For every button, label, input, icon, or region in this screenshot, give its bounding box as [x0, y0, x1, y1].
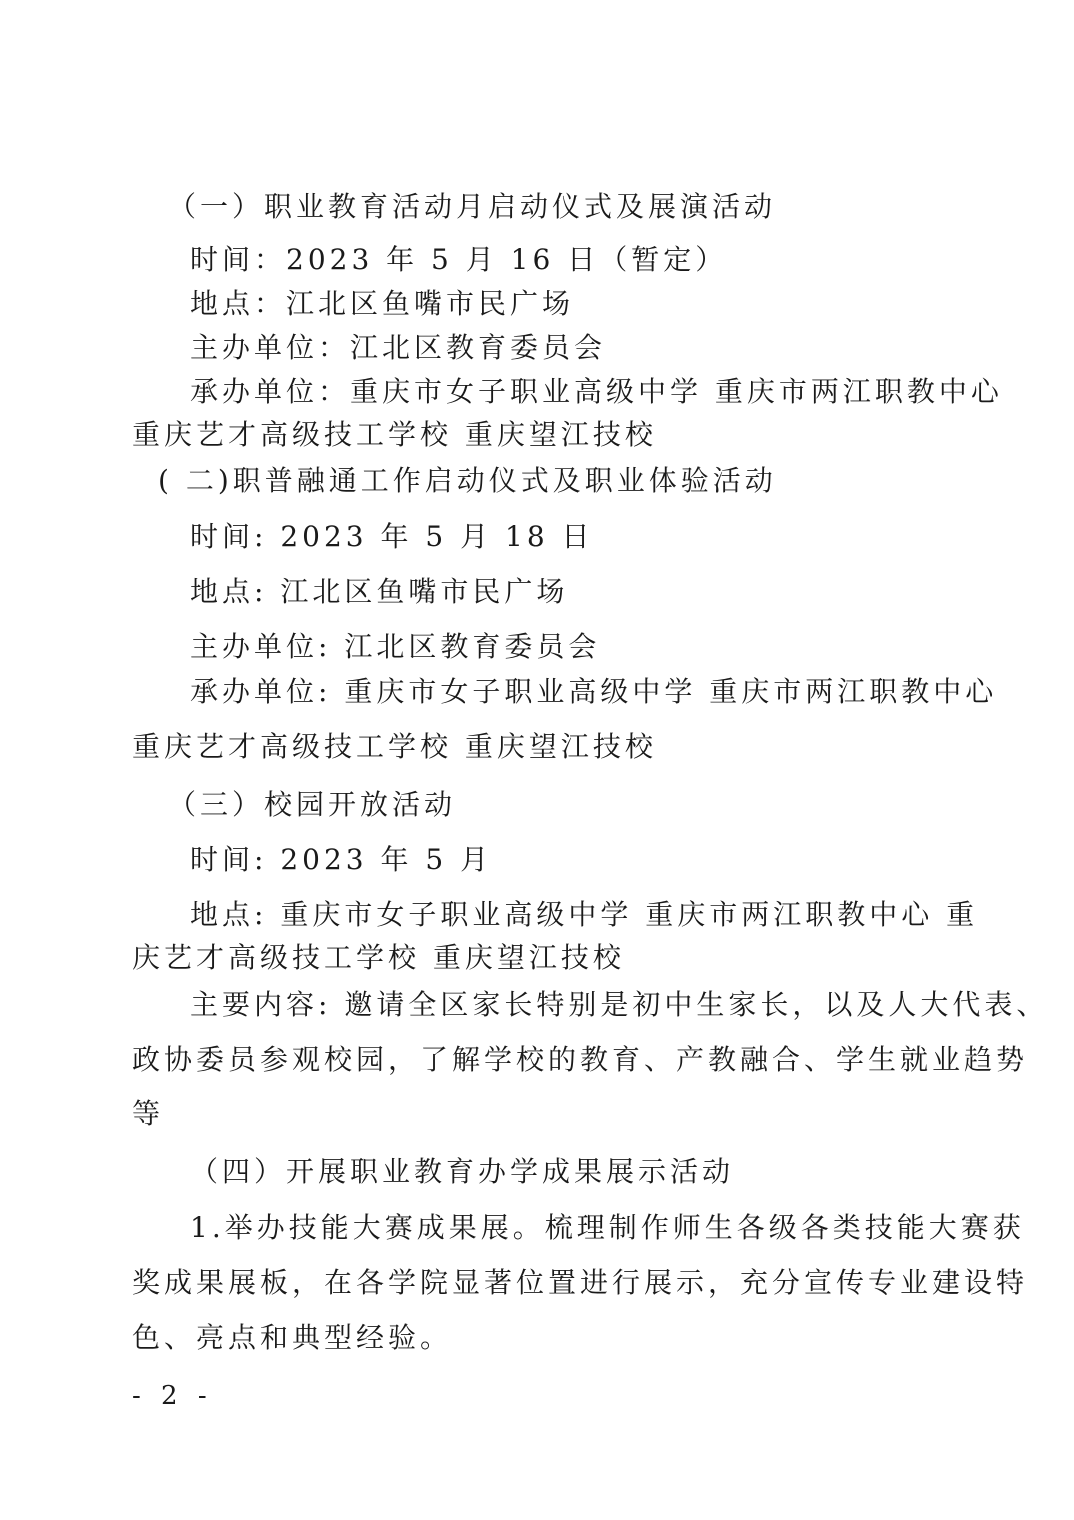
section-3-content-line-2: 政协委员参观校园，了解学校的教育、产教融合、学生就业趋势: [132, 1043, 1029, 1076]
section-1-heading: （一）职业教育活动月启动仪式及展演活动: [168, 190, 777, 223]
section-2-time: 时间: 2023 年 5 月 18 日: [190, 520, 594, 553]
section-2-heading: ( 二)职普融通工作启动仪式及职业体验活动: [158, 464, 777, 497]
section-3-time: 时间: 2023 年 5 月: [190, 843, 493, 876]
section-3-heading: （三）校园开放活动: [168, 788, 457, 821]
section-1-organizer-continued: 重庆艺才高级技工学校 重庆望江技校: [132, 418, 657, 451]
section-3-location: 地点: 重庆市女子职业高级中学 重庆市两江职教中心 重: [190, 898, 979, 931]
section-4-item-1-line-3: 色、亮点和典型经验。: [132, 1321, 453, 1354]
section-1-location: 地点：江北区鱼嘴市民广场: [190, 287, 575, 320]
section-4-item-1-line-2: 奖成果展板，在各学院显著位置进行展示，充分宣传专业建设特: [132, 1266, 1029, 1299]
page-number: - 2 -: [132, 1381, 213, 1411]
section-4-item-1: 1.举办技能大赛成果展。梳理制作师生各级各类技能大赛获: [190, 1211, 1025, 1244]
section-2-location: 地点: 江北区鱼嘴市民广场: [190, 575, 569, 608]
section-1-sponsor: 主办单位：江北区教育委员会: [190, 331, 607, 364]
section-1-organizer: 承办单位：重庆市女子职业高级中学 重庆市两江职教中心: [190, 375, 1003, 408]
section-3-content: 主要内容: 邀请全区家长特别是初中生家长，以及人大代表、: [190, 988, 1049, 1021]
section-2-sponsor: 主办单位: 江北区教育委员会: [190, 630, 601, 663]
section-3-content-line-3: 等: [132, 1097, 165, 1130]
section-1-time: 时间：2023 年 5 月 16 日（暂定）: [190, 243, 728, 276]
section-2-organizer-continued: 重庆艺才高级技工学校 重庆望江技校: [132, 730, 657, 763]
section-4-heading: （四）开展职业教育办学成果展示活动: [190, 1155, 735, 1188]
section-2-organizer: 承办单位: 重庆市女子职业高级中学 重庆市两江职教中心: [190, 675, 998, 708]
section-3-location-continued: 庆艺才高级技工学校 重庆望江技校: [132, 941, 625, 974]
